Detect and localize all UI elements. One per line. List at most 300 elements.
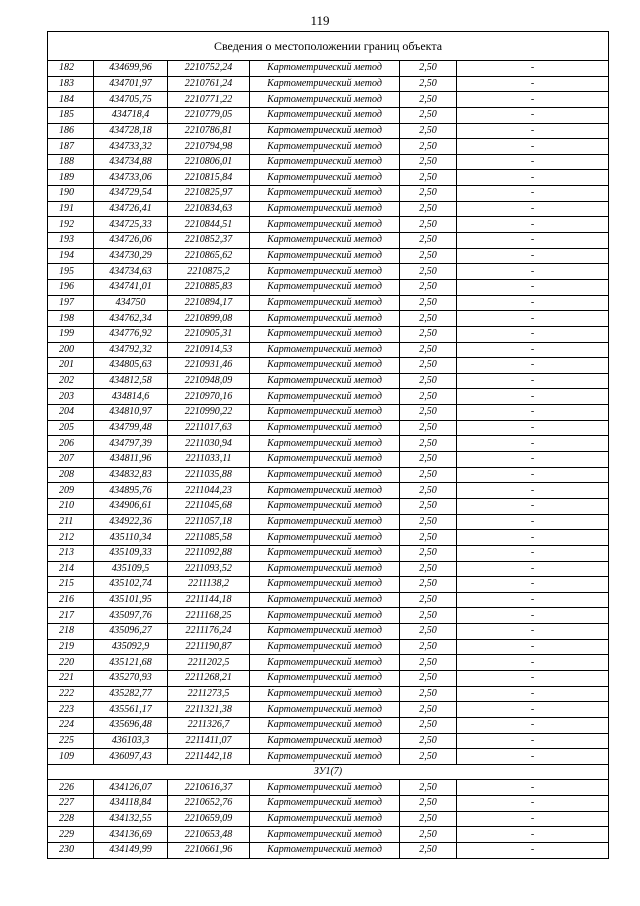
x-coordinate-cell: 434725,33 <box>94 217 168 233</box>
method-cell: Картометрический метод <box>250 780 400 796</box>
accuracy-cell: 2,50 <box>400 420 457 436</box>
accuracy-cell: 2,50 <box>400 796 457 812</box>
table-row <box>48 201 609 217</box>
accuracy-cell: 2,50 <box>400 827 457 843</box>
method-cell: Картометрический метод <box>250 436 400 452</box>
y-coordinate-cell: 2211268,21 <box>168 670 250 686</box>
note-cell: - <box>457 530 609 546</box>
y-coordinate-cell: 2211035,88 <box>168 467 250 483</box>
point-number-cell: 206 <box>48 436 94 452</box>
note-cell: - <box>457 483 609 499</box>
section-row <box>48 764 609 780</box>
x-coordinate-cell: 436103,3 <box>94 733 168 749</box>
accuracy-cell: 2,50 <box>400 467 457 483</box>
method-cell: Картометрический метод <box>250 530 400 546</box>
table-row <box>48 639 609 655</box>
y-coordinate-cell: 2210752,24 <box>168 61 250 77</box>
accuracy-cell: 2,50 <box>400 545 457 561</box>
y-coordinate-cell: 2211045,68 <box>168 498 250 514</box>
x-coordinate-cell: 435110,34 <box>94 530 168 546</box>
point-number-cell: 228 <box>48 811 94 827</box>
method-cell: Картометрический метод <box>250 279 400 295</box>
y-coordinate-cell: 2210771,22 <box>168 92 250 108</box>
method-cell: Картометрический метод <box>250 342 400 358</box>
y-coordinate-cell: 2211138,2 <box>168 577 250 593</box>
point-number-cell: 198 <box>48 311 94 327</box>
point-number-cell: 205 <box>48 420 94 436</box>
method-cell: Картометрический метод <box>250 201 400 217</box>
point-number-cell: 211 <box>48 514 94 530</box>
y-coordinate-cell: 2210948,09 <box>168 373 250 389</box>
method-cell: Картометрический метод <box>250 154 400 170</box>
note-cell: - <box>457 670 609 686</box>
y-coordinate-cell: 2211144,18 <box>168 592 250 608</box>
note-cell: - <box>457 420 609 436</box>
accuracy-cell: 2,50 <box>400 639 457 655</box>
x-coordinate-cell: 435097,76 <box>94 608 168 624</box>
note-cell: - <box>457 248 609 264</box>
method-cell: Картометрический метод <box>250 592 400 608</box>
note-cell: - <box>457 796 609 812</box>
note-cell: - <box>457 279 609 295</box>
table-row <box>48 139 609 155</box>
x-coordinate-cell: 434922,36 <box>94 514 168 530</box>
x-coordinate-cell: 434132,55 <box>94 811 168 827</box>
table-row <box>48 154 609 170</box>
x-coordinate-cell: 434832,83 <box>94 467 168 483</box>
point-number-cell: 204 <box>48 405 94 421</box>
point-number-cell: 191 <box>48 201 94 217</box>
note-cell: - <box>457 61 609 77</box>
x-coordinate-cell: 434734,63 <box>94 264 168 280</box>
table-row <box>48 295 609 311</box>
x-coordinate-cell: 434812,58 <box>94 373 168 389</box>
accuracy-cell: 2,50 <box>400 452 457 468</box>
table-row <box>48 92 609 108</box>
method-cell: Картометрический метод <box>250 233 400 249</box>
method-cell: Картометрический метод <box>250 514 400 530</box>
method-cell: Картометрический метод <box>250 749 400 765</box>
point-number-cell: 190 <box>48 186 94 202</box>
note-cell: - <box>457 405 609 421</box>
x-coordinate-cell: 434733,32 <box>94 139 168 155</box>
accuracy-cell: 2,50 <box>400 514 457 530</box>
accuracy-cell: 2,50 <box>400 201 457 217</box>
table-row <box>48 780 609 796</box>
accuracy-cell: 2,50 <box>400 248 457 264</box>
point-number-cell: 109 <box>48 749 94 765</box>
x-coordinate-cell: 434699,96 <box>94 61 168 77</box>
method-cell: Картометрический метод <box>250 452 400 468</box>
accuracy-cell: 2,50 <box>400 61 457 77</box>
method-cell: Картометрический метод <box>250 733 400 749</box>
note-cell: - <box>457 436 609 452</box>
y-coordinate-cell: 2211057,18 <box>168 514 250 530</box>
method-cell: Картометрический метод <box>250 295 400 311</box>
x-coordinate-cell: 435092,9 <box>94 639 168 655</box>
x-coordinate-cell: 434726,41 <box>94 201 168 217</box>
y-coordinate-cell: 2211190,87 <box>168 639 250 655</box>
note-cell: - <box>457 295 609 311</box>
accuracy-cell: 2,50 <box>400 154 457 170</box>
section-label: ЗУ1(7) <box>48 764 609 780</box>
note-cell: - <box>457 76 609 92</box>
note-cell: - <box>457 514 609 530</box>
point-number-cell: 187 <box>48 139 94 155</box>
method-cell: Картометрический метод <box>250 358 400 374</box>
method-cell: Картометрический метод <box>250 123 400 139</box>
note-cell: - <box>457 717 609 733</box>
x-coordinate-cell: 434149,99 <box>94 843 168 859</box>
x-coordinate-cell: 435096,27 <box>94 624 168 640</box>
x-coordinate-cell: 435270,93 <box>94 670 168 686</box>
method-cell: Картометрический метод <box>250 796 400 812</box>
table-row <box>48 467 609 483</box>
y-coordinate-cell: 2210761,24 <box>168 76 250 92</box>
method-cell: Картометрический метод <box>250 577 400 593</box>
x-coordinate-cell: 434718,4 <box>94 107 168 123</box>
table-row <box>48 264 609 280</box>
note-cell: - <box>457 686 609 702</box>
x-coordinate-cell: 434734,88 <box>94 154 168 170</box>
method-cell: Картометрический метод <box>250 186 400 202</box>
y-coordinate-cell: 2211092,88 <box>168 545 250 561</box>
accuracy-cell: 2,50 <box>400 233 457 249</box>
y-coordinate-cell: 2211411,07 <box>168 733 250 749</box>
method-cell: Картометрический метод <box>250 76 400 92</box>
point-number-cell: 219 <box>48 639 94 655</box>
table-row <box>48 483 609 499</box>
table-row <box>48 452 609 468</box>
accuracy-cell: 2,50 <box>400 608 457 624</box>
x-coordinate-cell: 434729,54 <box>94 186 168 202</box>
y-coordinate-cell: 2210885,83 <box>168 279 250 295</box>
table-row <box>48 233 609 249</box>
x-coordinate-cell: 434797,39 <box>94 436 168 452</box>
x-coordinate-cell: 436097,43 <box>94 749 168 765</box>
point-number-cell: 230 <box>48 843 94 859</box>
x-coordinate-cell: 434792,32 <box>94 342 168 358</box>
note-cell: - <box>457 233 609 249</box>
method-cell: Картометрический метод <box>250 843 400 859</box>
note-cell: - <box>457 624 609 640</box>
y-coordinate-cell: 2211044,23 <box>168 483 250 499</box>
note-cell: - <box>457 749 609 765</box>
point-number-cell: 227 <box>48 796 94 812</box>
y-coordinate-cell: 2210834,63 <box>168 201 250 217</box>
x-coordinate-cell: 434705,75 <box>94 92 168 108</box>
table-row <box>48 279 609 295</box>
note-cell: - <box>457 702 609 718</box>
table-row <box>48 248 609 264</box>
y-coordinate-cell: 2211321,38 <box>168 702 250 718</box>
point-number-cell: 215 <box>48 577 94 593</box>
y-coordinate-cell: 2211202,5 <box>168 655 250 671</box>
y-coordinate-cell: 2211176,24 <box>168 624 250 640</box>
accuracy-cell: 2,50 <box>400 843 457 859</box>
note-cell: - <box>457 186 609 202</box>
table-row <box>48 514 609 530</box>
point-number-cell: 194 <box>48 248 94 264</box>
accuracy-cell: 2,50 <box>400 76 457 92</box>
x-coordinate-cell: 435109,33 <box>94 545 168 561</box>
method-cell: Картометрический метод <box>250 217 400 233</box>
table-row <box>48 608 609 624</box>
table-row <box>48 670 609 686</box>
y-coordinate-cell: 2211030,94 <box>168 436 250 452</box>
note-cell: - <box>457 592 609 608</box>
x-coordinate-cell: 435282,77 <box>94 686 168 702</box>
table-row <box>48 61 609 77</box>
point-number-cell: 218 <box>48 624 94 640</box>
y-coordinate-cell: 2210786,81 <box>168 123 250 139</box>
accuracy-cell: 2,50 <box>400 311 457 327</box>
note-cell: - <box>457 452 609 468</box>
method-cell: Картометрический метод <box>250 811 400 827</box>
y-coordinate-cell: 2210616,37 <box>168 780 250 796</box>
point-number-cell: 183 <box>48 76 94 92</box>
x-coordinate-cell: 434776,92 <box>94 326 168 342</box>
point-number-cell: 185 <box>48 107 94 123</box>
table-row <box>48 311 609 327</box>
x-coordinate-cell: 434750 <box>94 295 168 311</box>
note-cell: - <box>457 639 609 655</box>
accuracy-cell: 2,50 <box>400 780 457 796</box>
point-number-cell: 217 <box>48 608 94 624</box>
y-coordinate-cell: 2210905,31 <box>168 326 250 342</box>
accuracy-cell: 2,50 <box>400 670 457 686</box>
note-cell: - <box>457 170 609 186</box>
y-coordinate-cell: 2210779,05 <box>168 107 250 123</box>
table-row <box>48 843 609 859</box>
table-row <box>48 811 609 827</box>
accuracy-cell: 2,50 <box>400 717 457 733</box>
table-row <box>48 405 609 421</box>
table-row <box>48 545 609 561</box>
point-number-cell: 220 <box>48 655 94 671</box>
note-cell: - <box>457 201 609 217</box>
boundary-coordinates-table <box>47 31 609 859</box>
accuracy-cell: 2,50 <box>400 373 457 389</box>
table-row <box>48 530 609 546</box>
point-number-cell: 208 <box>48 467 94 483</box>
x-coordinate-cell: 434799,48 <box>94 420 168 436</box>
table-row <box>48 107 609 123</box>
x-coordinate-cell: 434733,06 <box>94 170 168 186</box>
accuracy-cell: 2,50 <box>400 530 457 546</box>
note-cell: - <box>457 561 609 577</box>
point-number-cell: 195 <box>48 264 94 280</box>
note-cell: - <box>457 342 609 358</box>
note-cell: - <box>457 389 609 405</box>
y-coordinate-cell: 2210652,76 <box>168 796 250 812</box>
y-coordinate-cell: 2211273,5 <box>168 686 250 702</box>
y-coordinate-cell: 2210899,08 <box>168 311 250 327</box>
x-coordinate-cell: 434814,6 <box>94 389 168 405</box>
table-row <box>48 733 609 749</box>
accuracy-cell: 2,50 <box>400 592 457 608</box>
note-cell: - <box>457 467 609 483</box>
x-coordinate-cell: 434906,61 <box>94 498 168 514</box>
method-cell: Картометрический метод <box>250 61 400 77</box>
page-number: 119 <box>310 13 330 28</box>
x-coordinate-cell: 434701,97 <box>94 76 168 92</box>
note-cell: - <box>457 827 609 843</box>
y-coordinate-cell: 2210794,98 <box>168 139 250 155</box>
x-coordinate-cell: 434895,76 <box>94 483 168 499</box>
method-cell: Картометрический метод <box>250 827 400 843</box>
x-coordinate-cell: 434726,06 <box>94 233 168 249</box>
table-row <box>48 358 609 374</box>
table-row <box>48 373 609 389</box>
point-number-cell: 197 <box>48 295 94 311</box>
accuracy-cell: 2,50 <box>400 655 457 671</box>
y-coordinate-cell: 2210815,84 <box>168 170 250 186</box>
y-coordinate-cell: 2210865,62 <box>168 248 250 264</box>
accuracy-cell: 2,50 <box>400 358 457 374</box>
method-cell: Картометрический метод <box>250 608 400 624</box>
accuracy-cell: 2,50 <box>400 483 457 499</box>
table-row <box>48 655 609 671</box>
method-cell: Картометрический метод <box>250 702 400 718</box>
x-coordinate-cell: 434136,69 <box>94 827 168 843</box>
accuracy-cell: 2,50 <box>400 498 457 514</box>
point-number-cell: 186 <box>48 123 94 139</box>
point-number-cell: 213 <box>48 545 94 561</box>
y-coordinate-cell: 2210875,2 <box>168 264 250 280</box>
x-coordinate-cell: 434762,34 <box>94 311 168 327</box>
note-cell: - <box>457 154 609 170</box>
note-cell: - <box>457 139 609 155</box>
note-cell: - <box>457 107 609 123</box>
accuracy-cell: 2,50 <box>400 170 457 186</box>
point-number-cell: 184 <box>48 92 94 108</box>
note-cell: - <box>457 811 609 827</box>
accuracy-cell: 2,50 <box>400 577 457 593</box>
point-number-cell: 214 <box>48 561 94 577</box>
table-row <box>48 389 609 405</box>
note-cell: - <box>457 92 609 108</box>
table-title-row <box>48 32 609 61</box>
method-cell: Картометрический метод <box>250 92 400 108</box>
method-cell: Картометрический метод <box>250 373 400 389</box>
method-cell: Картометрический метод <box>250 405 400 421</box>
x-coordinate-cell: 434811,96 <box>94 452 168 468</box>
x-coordinate-cell: 435121,68 <box>94 655 168 671</box>
point-number-cell: 224 <box>48 717 94 733</box>
table-row <box>48 686 609 702</box>
note-cell: - <box>457 311 609 327</box>
y-coordinate-cell: 2210894,17 <box>168 295 250 311</box>
x-coordinate-cell: 435696,48 <box>94 717 168 733</box>
point-number-cell: 212 <box>48 530 94 546</box>
point-number-cell: 222 <box>48 686 94 702</box>
y-coordinate-cell: 2210659,09 <box>168 811 250 827</box>
note-cell: - <box>457 123 609 139</box>
accuracy-cell: 2,50 <box>400 749 457 765</box>
y-coordinate-cell: 2210931,46 <box>168 358 250 374</box>
method-cell: Картометрический метод <box>250 467 400 483</box>
x-coordinate-cell: 435101,95 <box>94 592 168 608</box>
accuracy-cell: 2,50 <box>400 405 457 421</box>
table-row <box>48 342 609 358</box>
table-row <box>48 498 609 514</box>
x-coordinate-cell: 434741,01 <box>94 279 168 295</box>
table-row <box>48 827 609 843</box>
method-cell: Картометрический метод <box>250 264 400 280</box>
table-row <box>48 326 609 342</box>
table-row <box>48 592 609 608</box>
method-cell: Картометрический метод <box>250 545 400 561</box>
table-row <box>48 749 609 765</box>
note-cell: - <box>457 217 609 233</box>
y-coordinate-cell: 2210806,01 <box>168 154 250 170</box>
accuracy-cell: 2,50 <box>400 264 457 280</box>
point-number-cell: 192 <box>48 217 94 233</box>
point-number-cell: 207 <box>48 452 94 468</box>
x-coordinate-cell: 435102,74 <box>94 577 168 593</box>
point-number-cell: 210 <box>48 498 94 514</box>
point-number-cell: 209 <box>48 483 94 499</box>
accuracy-cell: 2,50 <box>400 186 457 202</box>
table-row <box>48 624 609 640</box>
note-cell: - <box>457 326 609 342</box>
y-coordinate-cell: 2211033,11 <box>168 452 250 468</box>
note-cell: - <box>457 843 609 859</box>
point-number-cell: 182 <box>48 61 94 77</box>
note-cell: - <box>457 358 609 374</box>
method-cell: Картометрический метод <box>250 624 400 640</box>
table-row <box>48 170 609 186</box>
method-cell: Картометрический метод <box>250 639 400 655</box>
y-coordinate-cell: 2210970,16 <box>168 389 250 405</box>
x-coordinate-cell: 434118,84 <box>94 796 168 812</box>
note-cell: - <box>457 577 609 593</box>
table-row <box>48 796 609 812</box>
point-number-cell: 216 <box>48 592 94 608</box>
accuracy-cell: 2,50 <box>400 92 457 108</box>
point-number-cell: 226 <box>48 780 94 796</box>
method-cell: Картометрический метод <box>250 170 400 186</box>
accuracy-cell: 2,50 <box>400 686 457 702</box>
method-cell: Картометрический метод <box>250 139 400 155</box>
table-title: Сведения о местоположении границ объекта <box>48 32 609 61</box>
accuracy-cell: 2,50 <box>400 217 457 233</box>
accuracy-cell: 2,50 <box>400 139 457 155</box>
x-coordinate-cell: 434126,07 <box>94 780 168 796</box>
point-number-cell: 196 <box>48 279 94 295</box>
method-cell: Картометрический метод <box>250 561 400 577</box>
table-row <box>48 561 609 577</box>
y-coordinate-cell: 2211017,63 <box>168 420 250 436</box>
y-coordinate-cell: 2210653,48 <box>168 827 250 843</box>
y-coordinate-cell: 2210661,96 <box>168 843 250 859</box>
accuracy-cell: 2,50 <box>400 295 457 311</box>
accuracy-cell: 2,50 <box>400 733 457 749</box>
method-cell: Картометрический метод <box>250 311 400 327</box>
accuracy-cell: 2,50 <box>400 561 457 577</box>
note-cell: - <box>457 780 609 796</box>
point-number-cell: 193 <box>48 233 94 249</box>
table-row <box>48 123 609 139</box>
point-number-cell: 202 <box>48 373 94 389</box>
method-cell: Картометрический метод <box>250 389 400 405</box>
method-cell: Картометрический метод <box>250 248 400 264</box>
y-coordinate-cell: 2210990,22 <box>168 405 250 421</box>
note-cell: - <box>457 264 609 280</box>
table-row <box>48 76 609 92</box>
note-cell: - <box>457 373 609 389</box>
